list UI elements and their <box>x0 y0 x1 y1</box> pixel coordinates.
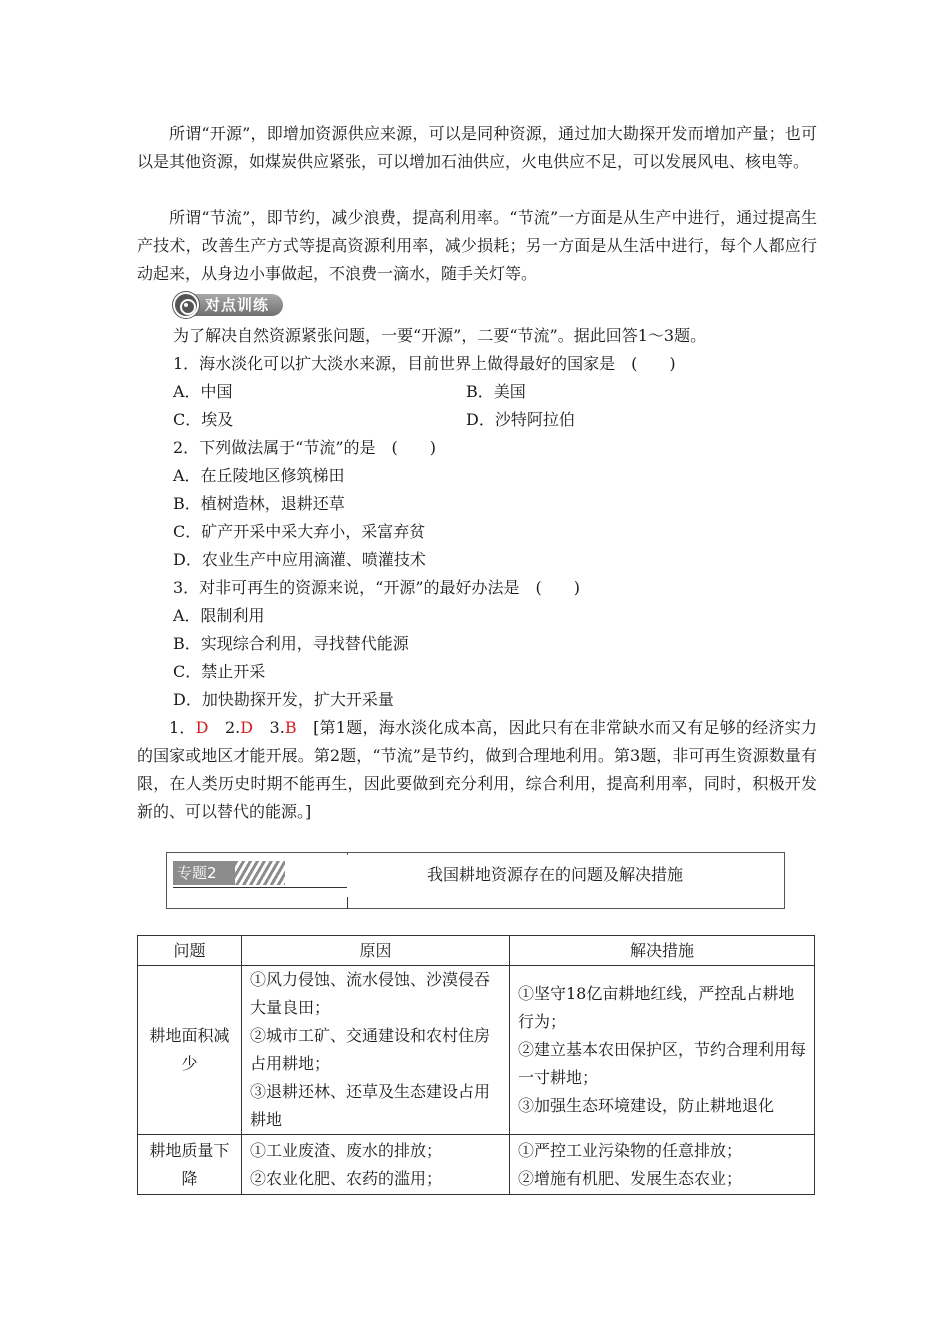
measure-item: ①严控工业污染物的任意排放； <box>518 1140 743 1160</box>
table-row <box>138 1135 815 1195</box>
answer-number-2: 2. <box>208 718 241 737</box>
cause-item: ③退耕还林、还草及生态建设占用耕地 <box>250 1082 491 1129</box>
question-1-option-a[interactable]: A．中国 <box>173 382 233 401</box>
measure-item: ①坚守18亿亩耕地红线，严控乱占耕地行为； <box>518 984 795 1031</box>
problem-cell: 耕地面积减少 <box>138 966 242 1135</box>
measure-item: ②增施有机肥、发展生态农业； <box>518 1168 743 1188</box>
answer-2: D <box>240 718 254 737</box>
question-2-option-c[interactable]: C．矿产开采中采大弃小，采富弃贫 <box>173 522 426 541</box>
measures-cell <box>510 966 815 1135</box>
cause-cell <box>242 966 510 1135</box>
header-cause: 原因 <box>242 936 510 966</box>
question-1-option-b[interactable]: B．美国 <box>466 382 526 401</box>
topic-tag-label: 专题2 <box>173 861 235 885</box>
exercise-lead: 为了解决自然资源紧张问题，一要“开源”，二要“节流”。据此回答1～3题。 <box>173 326 707 345</box>
question-3-option-c[interactable]: C．禁止开采 <box>173 662 266 681</box>
topic-header-box <box>166 852 785 909</box>
topic-tag <box>173 861 347 885</box>
cause-item: ②城市工矿、交通建设和农村住房占用耕地； <box>250 1026 491 1073</box>
intro-paragraph-open-source: 所谓“开源”，即增加资源供应来源，可以是同种资源，通过加大勘探开发而增加产量；也可以是其他资源，如煤炭供应紧张，可以增加石油供应，火电供应不足，可以发展风电、核电等。 <box>137 124 817 171</box>
answer-explanation <box>137 714 817 826</box>
stripes-decoration <box>235 861 285 885</box>
answer-explanation-text: [第1题，海水淡化成本高，因此只有在非常缺水而又有足够的经济实力的国家或地区才能开展。第2题，“节流”是节约，做到合理地利用。第3题，非可再生资源数量有限，在人类历史时期不能再生，因此要做到充分利用，综合利用，提高利用率，同时，积极开发新的、可以替代的能源。] <box>137 718 817 821</box>
farmland-problems-table <box>137 935 815 1195</box>
answer-number-3: 3. <box>253 718 285 737</box>
question-3-option-d[interactable]: D．加快勘探开发，扩大开采量 <box>173 690 394 709</box>
problem-cell: 耕地质量下降 <box>138 1135 242 1195</box>
question-3-option-a[interactable]: A．限制利用 <box>173 606 265 625</box>
target-icon <box>173 292 199 318</box>
section-badge-label: 对点训练 <box>205 296 270 314</box>
table-header-row <box>138 936 815 966</box>
answer-1: D <box>195 718 209 737</box>
answer-number-1: 1． <box>169 718 196 737</box>
intro-paragraph-save-resources: 所谓“节流”，即节约，减少浪费，提高利用率。“节流”一方面是从生产中进行，通过提高生产技术，改善生产方式等提高资源利用率，减少损耗；另一方面是从生活中进行，每个人都应行动起来，从身边小事做起，不浪费一滴水，随手关灯等。 <box>137 208 817 283</box>
measures-cell <box>510 1135 815 1195</box>
question-3: 3．对非可再生的资源来说，“开源”的最好办法是 ( ) <box>173 578 581 597</box>
question-2-option-d[interactable]: D．农业生产中应用滴灌、喷灌技术 <box>173 550 426 569</box>
cause-cell <box>242 1135 510 1195</box>
topic-title: 我国耕地资源存在的问题及解决措施 <box>427 865 684 884</box>
answer-3: B <box>284 718 297 737</box>
question-2: 2．下列做法属于“节流”的是 ( ) <box>173 438 437 457</box>
cause-item: ①风力侵蚀、流水侵蚀、沙漠侵吞大量良田； <box>250 970 491 1017</box>
measure-item: ③加强生态环境建设，防止耕地退化 <box>518 1096 775 1115</box>
header-problem: 问题 <box>138 936 242 966</box>
question-2-option-b[interactable]: B．植树造林，退耕还草 <box>173 494 345 513</box>
section-badge <box>173 292 285 318</box>
measure-item: ②建立基本农田保护区，节约合理利用每一寸耕地； <box>518 1040 807 1087</box>
question-1-option-d[interactable]: D．沙特阿拉伯 <box>466 410 575 429</box>
header-measures: 解决措施 <box>510 936 815 966</box>
cause-item: ②农业化肥、农药的滥用； <box>250 1168 443 1188</box>
question-3-option-b[interactable]: B．实现综合利用，寻找替代能源 <box>173 634 409 653</box>
question-1-option-c[interactable]: C．埃及 <box>173 410 234 429</box>
table-row <box>138 966 815 1135</box>
question-2-option-a[interactable]: A．在丘陵地区修筑梯田 <box>173 466 345 485</box>
cause-item: ①工业废渣、废水的排放； <box>250 1140 443 1160</box>
question-1: 1．海水淡化可以扩大淡水来源，目前世界上做得最好的国家是 ( ) <box>173 354 676 373</box>
